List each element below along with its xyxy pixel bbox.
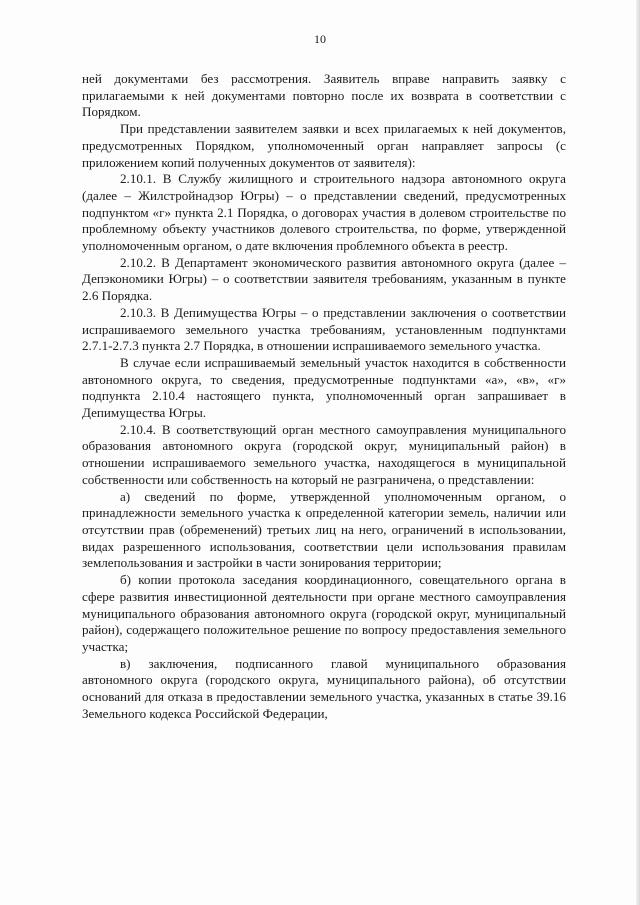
- list-item-v: в) заключения, подписанного главой муниципального образования автономного округа (городского округа, муниципального района), об отсутствии оснований для отказа в предоставлении земельного участка, указанных в статье 39.16 Земельного кодекса Российской Федерации,: [82, 655, 566, 721]
- paragraph: В случае если испрашиваемый земельный участок находится в собственности автономного округа, то сведения, предусмотренные подпунктами «а», «в», «г» подпункта 2.10.4 настоящего пункта, уполномоченный орган запрашивает в Депимущества Югры.: [82, 354, 566, 421]
- document-body: [82, 71, 566, 722]
- list-item-a: а) сведений по форме, утвержденной уполномоченным органом, о принадлежности земельного участка к определенной категории земель, наличии или отсутствии прав (обременений) третьих лиц на него, ограничений в использовании, видах разрешенного использования, соответствии цели использования правилам землепользования и застройки в части зонирования территории;: [82, 488, 566, 571]
- paragraph-2-10-4: 2.10.4. В соответствующий орган местного самоуправления муниципального образования автономного округа (городской округ, муниципальный район) в отношении испрашиваемого земельного участка, находящегося в муниципальной собственности или собственность на который не разграничена, о представлении:: [82, 421, 566, 487]
- paragraph-2-10-3: 2.10.3. В Депимущества Югры – о представлении заключения о соответствии испрашиваемого земельного участка требованиям, установленным подпунктами 2.7.1-2.7.3 пункта 2.7 Порядка, в отношении испрашиваемого земельного участка.: [82, 304, 566, 354]
- paragraph-2-10-2: 2.10.2. В Департамент экономического развития автономного округа (далее – Депэкономики Югры) – о соответствии заявителя требованиям, указанным в пункте 2.6 Порядка.: [82, 254, 566, 304]
- scan-edge: [636, 0, 640, 905]
- paragraph: ней документами без рассмотрения. Заявитель вправе направить заявку с прилагаемыми к ней документами повторно после их возврата в соответствии с Порядком.: [82, 71, 566, 120]
- page-number: 10: [314, 32, 326, 46]
- paragraph: При представлении заявителем заявки и всех прилагаемых к ней документов, предусмотренных Порядком, уполномоченный орган направляет запросы (с приложением копий полученных документов от заявителя):: [82, 121, 566, 170]
- paragraph-2-10-1: 2.10.1. В Службу жилищного и строительного надзора автономного округа (далее – Жилстройнадзор Югры) – о представлении сведений, предусмотренных подпунктом «г» пункта 2.1 Порядка, о договорах участия в долевом строительстве по проблемному объекту участников долевого строительства, по форме, утвержденной уполномоченным органом, о дате включения проблемного объекта в реестр.: [82, 171, 566, 254]
- list-item-b: б) копии протокола заседания координационного, совещательного органа в сфере развития инвестиционной деятельности при органе местного самоуправления муниципального образования автономного округа (городской округ, муниципальный район), содержащего положительное решение по вопросу предоставления земельного участка;: [82, 572, 566, 654]
